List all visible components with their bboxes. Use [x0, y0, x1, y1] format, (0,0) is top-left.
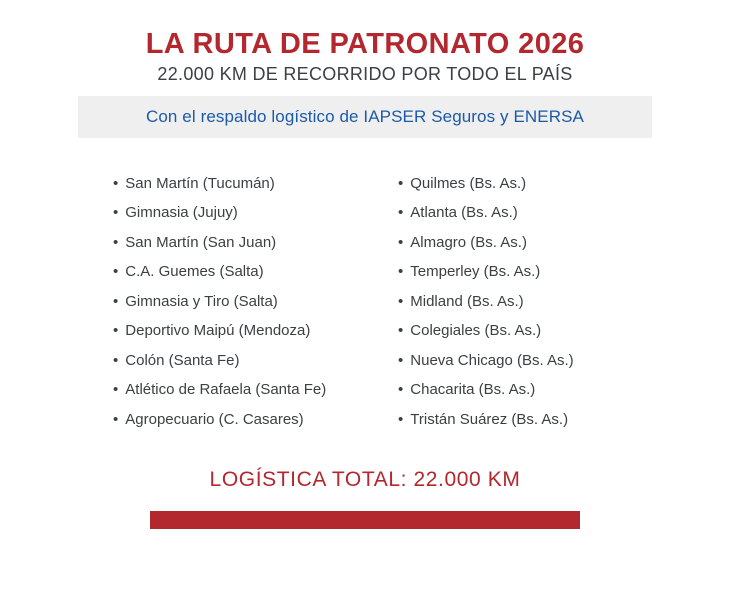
club-list-item [113, 346, 398, 376]
page-title: LA RUTA DE PATRONATO 2026 [145, 28, 585, 60]
bullet-icon: • [113, 233, 119, 251]
club-list-item [113, 405, 398, 435]
club-name: Temperley (Bs. As.) [410, 263, 541, 281]
club-name: Almagro (Bs. As.) [410, 233, 527, 251]
bullet-icon: • [113, 381, 119, 399]
club-list-item [398, 346, 730, 376]
club-name: San Martín (San Juan) [125, 233, 277, 251]
club-list-left [113, 169, 398, 435]
bullet-icon: • [398, 292, 404, 310]
sponsor-banner-text: Con el respaldo logístico de IAPSER Seguros y ENERSA [146, 107, 584, 126]
club-list-item [398, 405, 730, 435]
club-name: Nueva Chicago (Bs. As.) [410, 351, 574, 369]
bullet-icon: • [398, 410, 404, 428]
bullet-icon: • [113, 410, 119, 428]
club-list-item [398, 199, 730, 229]
bullet-icon: • [113, 322, 119, 340]
club-list-item [113, 169, 398, 199]
club-list-item [398, 228, 730, 258]
club-name: Agropecuario (C. Casares) [125, 410, 304, 428]
bullet-icon: • [113, 204, 119, 222]
bullet-icon: • [398, 204, 404, 222]
club-list-item [398, 317, 730, 347]
club-name: Colón (Santa Fe) [125, 351, 240, 369]
club-name: Atlanta (Bs. As.) [410, 204, 518, 222]
bullet-icon: • [398, 263, 404, 281]
bullet-icon: • [398, 381, 404, 399]
club-name: Atlético de Rafaela (Santa Fe) [125, 381, 327, 399]
bullet-icon: • [113, 174, 119, 192]
club-name: Quilmes (Bs. As.) [410, 174, 527, 192]
club-columns [0, 169, 730, 435]
footer-accent-bar [150, 511, 580, 529]
club-list-item [113, 258, 398, 288]
club-name: Tristán Suárez (Bs. As.) [410, 410, 569, 428]
club-list-item [398, 376, 730, 406]
club-name: Midland (Bs. As.) [410, 292, 524, 310]
page-subtitle: 22.000 KM DE RECORRIDO POR TODO EL PAÍS [157, 64, 573, 84]
bullet-icon: • [398, 322, 404, 340]
bullet-icon: • [113, 263, 119, 281]
club-list-item [113, 287, 398, 317]
club-list-item [398, 258, 730, 288]
club-name: Colegiales (Bs. As.) [410, 322, 542, 340]
bullet-icon: • [113, 351, 119, 369]
club-list-item [398, 169, 730, 199]
club-list-item [113, 317, 398, 347]
bullet-icon: • [113, 292, 119, 310]
club-name: C.A. Guemes (Salta) [125, 263, 264, 281]
sponsor-banner [78, 96, 652, 138]
club-name: Deportivo Maipú (Mendoza) [125, 322, 311, 340]
club-name: San Martín (Tucumán) [125, 174, 275, 192]
club-list-item [113, 228, 398, 258]
club-list-right [398, 169, 730, 435]
club-name: Gimnasia y Tiro (Salta) [125, 292, 278, 310]
bullet-icon: • [398, 174, 404, 192]
club-name: Gimnasia (Jujuy) [125, 204, 238, 222]
logistics-total: LOGÍSTICA TOTAL: 22.000 KM [209, 467, 521, 491]
club-list-item [398, 287, 730, 317]
club-list-item [113, 376, 398, 406]
bullet-icon: • [398, 233, 404, 251]
bullet-icon: • [398, 351, 404, 369]
club-list-item [113, 199, 398, 229]
club-name: Chacarita (Bs. As.) [410, 381, 536, 399]
